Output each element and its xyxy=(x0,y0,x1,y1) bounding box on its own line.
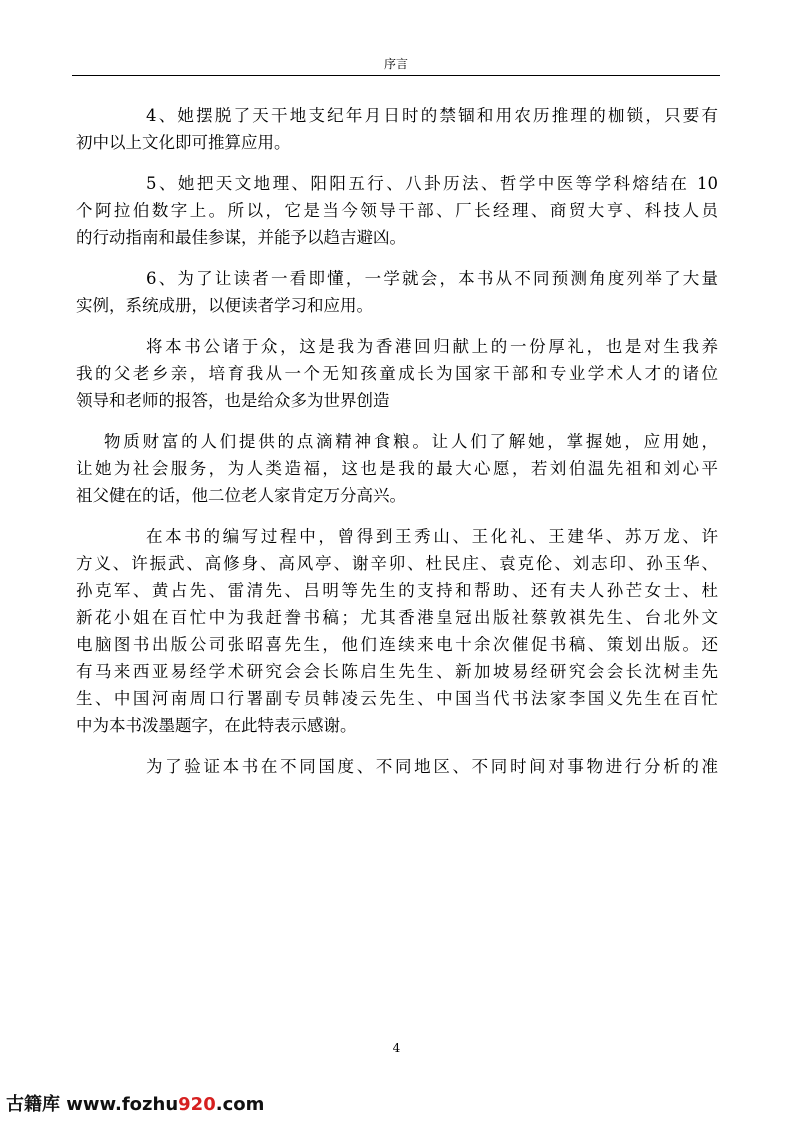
paragraph-item-5 xyxy=(76,170,718,251)
paragraph-continuation xyxy=(76,428,718,509)
text-line: 的行动指南和最佳参谋，并能予以趋吉避凶。 xyxy=(76,228,406,247)
text-line: 新花小姐在百忙中为我赶誊书稿；尤其香港皇冠出版社蔡敦祺先生、台北外文 xyxy=(76,608,718,627)
watermark-suffix: .com xyxy=(215,1094,265,1115)
paragraph-item-4 xyxy=(76,102,718,156)
text-line: 在本书的编写过程中，曾得到王秀山、王化礼、王建华、苏万龙、许 xyxy=(146,527,718,546)
paragraph-dedication xyxy=(76,333,718,414)
text-line: 领导和老师的报答，也是给众多为世界创造 xyxy=(76,391,390,410)
text-line: 实例，系统成册，以便读者学习和应用。 xyxy=(76,296,373,315)
text-line: 电脑图书出版公司张昭喜先生，他们连续来电十余次催促书稿、策划出版。还 xyxy=(76,635,718,654)
text-line: 为了验证本书在不同国度、不同地区、不同时间对事物进行分析的准 xyxy=(146,757,718,776)
watermark-text: 古籍库 www.fozhu xyxy=(6,1094,179,1115)
text-line: 个阿拉伯数字上。所以，它是当今领导干部、厂长经理、商贸大亨、科技人员 xyxy=(76,201,718,220)
text-line: 方义、许振武、高修身、高风亭、谢辛卯、杜民庄、袁克伦、刘志印、孙玉华、 xyxy=(76,554,718,573)
text-line: 中为本书泼墨题字，在此特表示感谢。 xyxy=(76,716,357,735)
text-line: 5、她把天文地理、阳阳五行、八卦历法、哲学中医等学科熔结在 10 xyxy=(146,174,718,193)
document-body xyxy=(76,102,718,780)
text-line: 将本书公诸于众，这是我为香港回归献上的一份厚礼，也是对生我养 xyxy=(146,337,718,356)
page-number: 4 xyxy=(392,1041,401,1055)
text-line: 6、为了让读者一看即懂，一学就会，本书从不同预测角度列举了大量 xyxy=(146,269,718,288)
header-divider xyxy=(72,75,720,76)
text-line: 有马来西亚易经学术研究会会长陈启生先生、新加坡易经研究会会长沈树圭先 xyxy=(76,662,718,681)
watermark-accent: 920 xyxy=(178,1094,216,1115)
text-line: 物质财富的人们提供的点滴精神食粮。让人们了解她，掌握她，应用她， xyxy=(104,432,718,451)
paragraph-acknowledgements xyxy=(76,523,718,739)
text-line: 让她为社会服务，为人类造福，这也是我的最大心愿，若刘伯温先祖和刘心平 xyxy=(76,459,718,478)
text-line: 孙克军、黄占先、雷清先、吕明等先生的支持和帮助、还有夫人孙芒女士、杜 xyxy=(76,581,718,600)
text-line: 祖父健在的话，他二位老人家肯定万分高兴。 xyxy=(76,486,406,505)
paragraph-verification xyxy=(76,753,718,780)
text-line: 4、她摆脱了天干地支纪年月日时的禁锢和用农历推理的枷锁，只要有 xyxy=(146,106,718,125)
text-line: 生、中国河南周口行署副专员韩凌云先生、中国当代书法家李国义先生在百忙 xyxy=(76,689,718,708)
text-line: 初中以上文化即可推算应用。 xyxy=(76,133,291,152)
page-header-title: 序言 xyxy=(383,57,408,71)
site-watermark[interactable] xyxy=(6,1092,264,1118)
text-line: 我的父老乡亲，培育我从一个无知孩童成长为国家干部和专业学术人才的诸位 xyxy=(76,364,718,383)
paragraph-item-6 xyxy=(76,265,718,319)
